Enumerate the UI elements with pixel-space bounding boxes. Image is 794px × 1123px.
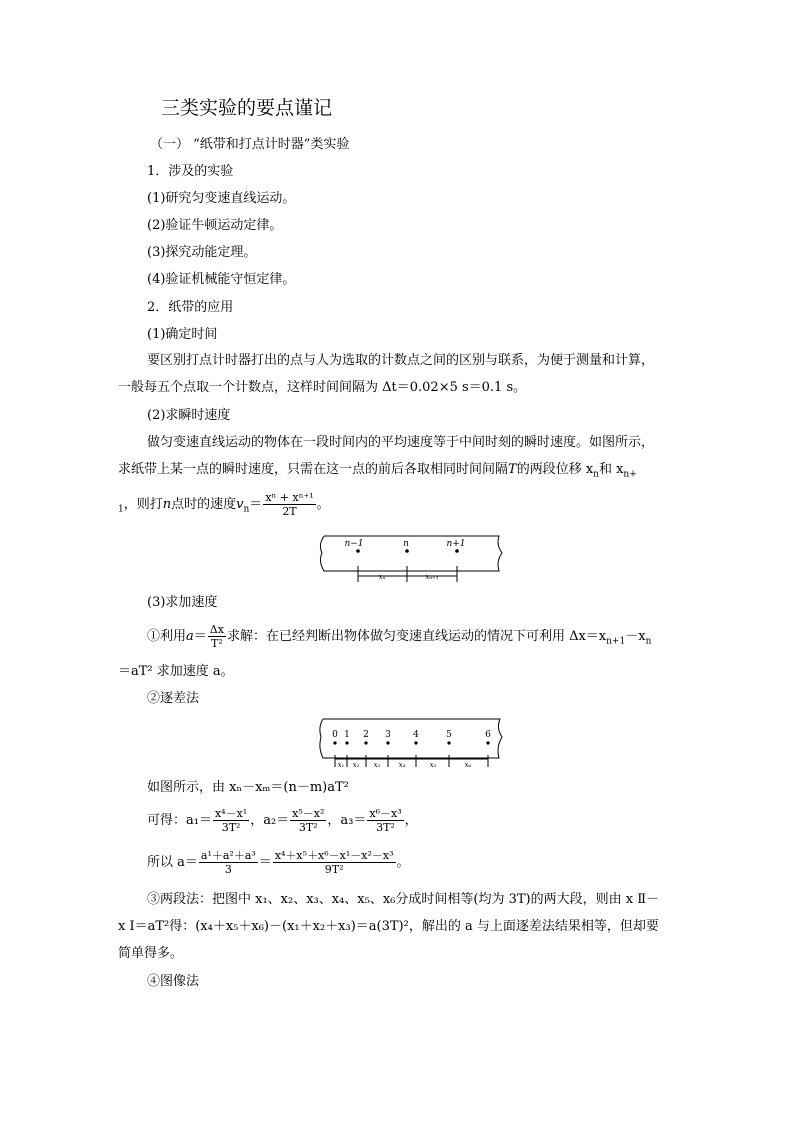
paragraph-line: 如图所示，由 xₙ－xₘ＝(n－m)aT²: [147, 780, 349, 795]
subscript: n: [593, 469, 599, 480]
tape-dot: [364, 741, 367, 744]
var-n: n: [162, 497, 172, 512]
tape-dot: [486, 741, 489, 744]
tape-dot: [405, 549, 409, 553]
var-a: a: [186, 629, 194, 644]
paragraph-line: [118, 461, 637, 479]
subscript: n: [243, 504, 250, 515]
text-span: 。: [316, 497, 330, 512]
text-span: 可得：a₁＝: [147, 813, 212, 828]
point-label: n: [403, 539, 409, 549]
text-span: 求解：在已经判断出物体做匀变速直线运动的情况下可利用 Δx＝x: [226, 629, 607, 644]
acceleration-fraction: [208, 623, 226, 650]
paragraph-line: 一般每五个点取一个计数点，这样时间间隔为 Δt＝0.02×5 s＝0.1 s。: [118, 380, 527, 395]
method1-line: [147, 620, 651, 654]
fraction-numerator: x⁴－x¹: [214, 807, 248, 820]
point-label: n+1: [446, 539, 466, 549]
tape-dot: [414, 741, 417, 744]
tape-dot: [386, 741, 389, 744]
method2-heading: ②逐差法: [147, 691, 200, 706]
tape-dot: [345, 741, 348, 744]
segment-label: xₙ: [378, 573, 386, 581]
var-T: T: [508, 462, 517, 477]
tape-dot: [455, 549, 459, 553]
experiment-item: (2)验证牛顿运动定律。: [147, 218, 283, 233]
paragraph-line: 要区别打点计时器打出的点与人为选取的计数点之间的区别与联系，为便于测量和计算，: [147, 353, 655, 368]
text-span: 点时的速度: [171, 497, 237, 512]
subscript: n: [645, 636, 652, 647]
method4-heading: ④图像法: [147, 974, 200, 989]
fraction-numerator: x⁶－x³: [369, 807, 402, 820]
velocity-fraction: [263, 491, 315, 518]
fraction-denominator: T²: [211, 637, 223, 650]
fraction-numerator: Δx: [209, 623, 224, 636]
fraction-numerator: xⁿ + xⁿ⁺¹: [265, 491, 314, 504]
text-span: ①利用: [147, 629, 187, 644]
text-span: 所以 a＝: [147, 855, 198, 870]
paragraph-line: ＝aT² 求加速度 a。: [118, 664, 234, 679]
segment-label: x₂: [352, 761, 360, 769]
velocity-formula-line: [118, 488, 330, 522]
tape-dot: [333, 741, 336, 744]
formula-a123: [147, 803, 418, 839]
tape-dot: [447, 741, 450, 744]
experiment-item: (4)验证机械能守恒定律。: [147, 272, 296, 287]
experiment-item: (1)研究匀变速直线运动。: [147, 191, 296, 206]
paragraph-line: x Ⅰ＝aT²得：(x₄＋x₅＋x₆)－(x₁＋x₂＋x₃)＝a(3T)²，解出的 a 与上面逐差法结果相等，但却要: [118, 919, 659, 934]
var-v: v: [236, 497, 244, 512]
fraction-denominator: 3T²: [298, 821, 318, 834]
fraction-differences: [273, 849, 396, 876]
paragraph-line: 简单得多。: [118, 946, 184, 961]
point-label: n−1: [344, 539, 364, 549]
point-label: 3: [385, 730, 391, 740]
fraction-denominator: 9T²: [324, 863, 344, 876]
heading-tape-use: 2．纸带的应用: [147, 300, 234, 315]
subheading-time: (1)确定时间: [147, 327, 218, 342]
page-title: 三类实验的要点谨记: [161, 97, 333, 119]
fraction-denominator: 3T²: [221, 821, 241, 834]
segment-label: xₙ₊₁: [425, 573, 439, 581]
text-span: ，a₃＝: [327, 813, 367, 828]
paragraph-line: ③两段法：把图中 x₁、x₂、x₃、x₄、x₅、x₆分成时间相等(均为 3T)的两大段，则由 x Ⅱ－: [147, 892, 660, 907]
subheading-acceleration: (3)求加速度: [147, 595, 218, 610]
subscript: 1: [118, 504, 124, 515]
text-span: ＝: [249, 497, 263, 512]
segment-label: x₆: [464, 761, 472, 769]
fraction-a1: [213, 807, 249, 834]
fraction-denominator: 3T²: [376, 821, 395, 834]
segment-label: x₃: [373, 761, 381, 769]
subheading-velocity: (2)求瞬时速度: [147, 408, 231, 423]
text-span: 。: [396, 855, 410, 870]
point-label: 4: [413, 730, 419, 740]
fraction-numerator: x⁴＋x⁵＋x⁶－x¹－x²－x³: [274, 849, 394, 862]
text-span: －x: [625, 629, 646, 644]
point-label: 2: [363, 730, 369, 740]
fraction-numerator: a¹＋a²＋a³: [200, 849, 256, 862]
fraction-a2: [290, 807, 326, 834]
fraction-denominator: 3: [224, 863, 232, 876]
experiment-item: (3)探究动能定理。: [147, 245, 257, 260]
point-label: 1: [344, 730, 350, 740]
tape-dot: [356, 549, 360, 553]
text-span: 的两段位移 x: [516, 462, 594, 477]
segment-label: x₅: [429, 761, 437, 769]
fraction-a3: [367, 807, 403, 834]
section-heading: （一） “纸带和打点计时器”类实验: [150, 137, 350, 152]
subscript: n+: [623, 469, 637, 480]
fraction-numerator: x⁵－x²: [292, 807, 325, 820]
segment-label: x₄: [398, 761, 406, 769]
formula-a-average: [147, 845, 410, 881]
text-span: 和 x: [598, 462, 624, 477]
text-span: ＝: [258, 855, 272, 870]
text-span: ，则打: [123, 497, 163, 512]
subscript: n+1: [606, 636, 626, 647]
text-span: ＝: [193, 629, 207, 644]
text-span: 求纸带上某一点的瞬时速度，只需在这一点的前后各取相同时间间隔: [118, 462, 509, 477]
text-span: ，a₂＝: [250, 813, 290, 828]
tape-figure-2: [316, 716, 504, 774]
segment-label: x₁: [337, 761, 345, 769]
paragraph-line: 做匀变速直线运动的物体在一段时间内的平均速度等于中间时刻的瞬时速度。如图所示，: [147, 435, 655, 450]
fraction-average: [199, 849, 258, 876]
fraction-denominator: 2T: [282, 505, 297, 518]
heading-experiments: 1．涉及的实验: [147, 164, 234, 179]
text-span: ，: [404, 813, 418, 828]
point-label: 5: [446, 730, 452, 740]
tape-figure-1: [316, 533, 504, 589]
point-label: 0: [332, 730, 338, 740]
point-label: 6: [485, 730, 491, 740]
